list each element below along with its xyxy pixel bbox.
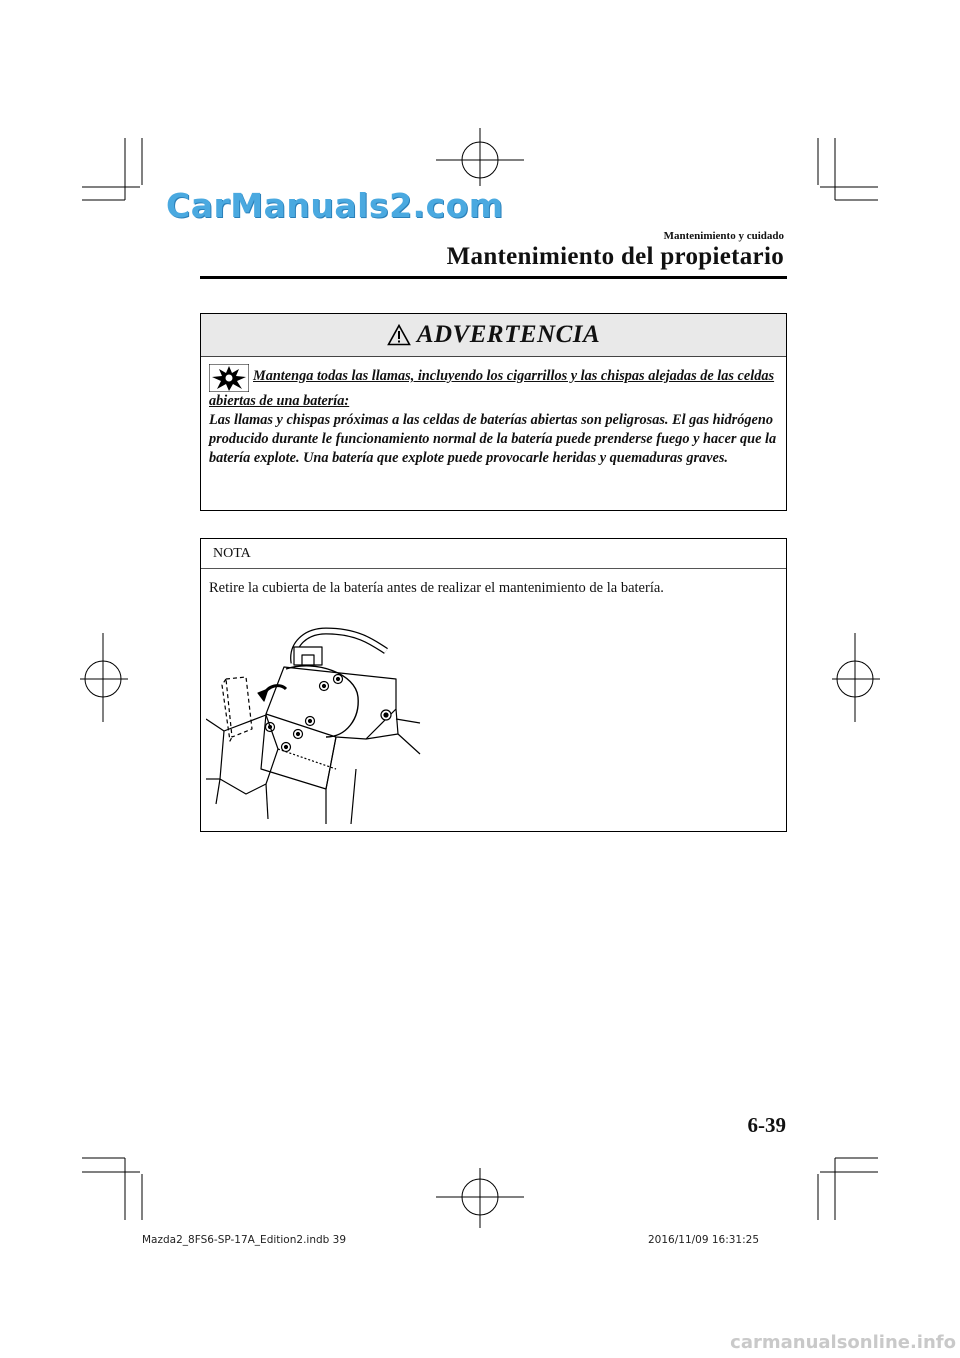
explosion-icon: [209, 364, 249, 392]
watermark-logo: CarManuals2.com: [166, 186, 504, 225]
warning-body: [209, 364, 781, 468]
header-rule: [200, 276, 787, 279]
warning-header: [201, 314, 786, 357]
page-number: 6-39: [747, 1113, 786, 1137]
site-watermark: carmanualsonline.info: [730, 1332, 956, 1353]
battery-cover-illustration: [206, 619, 421, 824]
header-section-name: Mantenimiento y cuidado: [663, 230, 784, 242]
warning-title: ADVERTENCIA: [416, 321, 601, 348]
page-title: Mantenimiento del propietario: [446, 243, 784, 270]
warning-lead: Mantenga todas las llamas, incluyendo los cigarrillos y las chispas alejadas de las celdas abiertas de una batería:: [209, 368, 775, 409]
footer-file-info: Mazda2_8FS6-SP-17A_Edition2.indb 39: [142, 1234, 347, 1246]
note-box: [200, 538, 787, 832]
warning-box: [200, 313, 787, 511]
note-text: Retire la cubierta de la batería antes de realizar el mantenimiento de la batería.: [209, 580, 664, 596]
note-label: NOTA: [201, 539, 786, 569]
warning-triangle-icon: [387, 324, 411, 346]
warning-text: Las llamas y chispas próximas a las celdas de baterías abiertas son peligrosas. El gas hidrógeno producido durante le funcionamiento normal de la batería puede prenderse fuego y hacer que la batería explote. Una batería que explote puede provocarle heridas y quemaduras graves.: [209, 412, 777, 466]
footer-date: 2016/11/09 16:31:25: [648, 1234, 760, 1246]
